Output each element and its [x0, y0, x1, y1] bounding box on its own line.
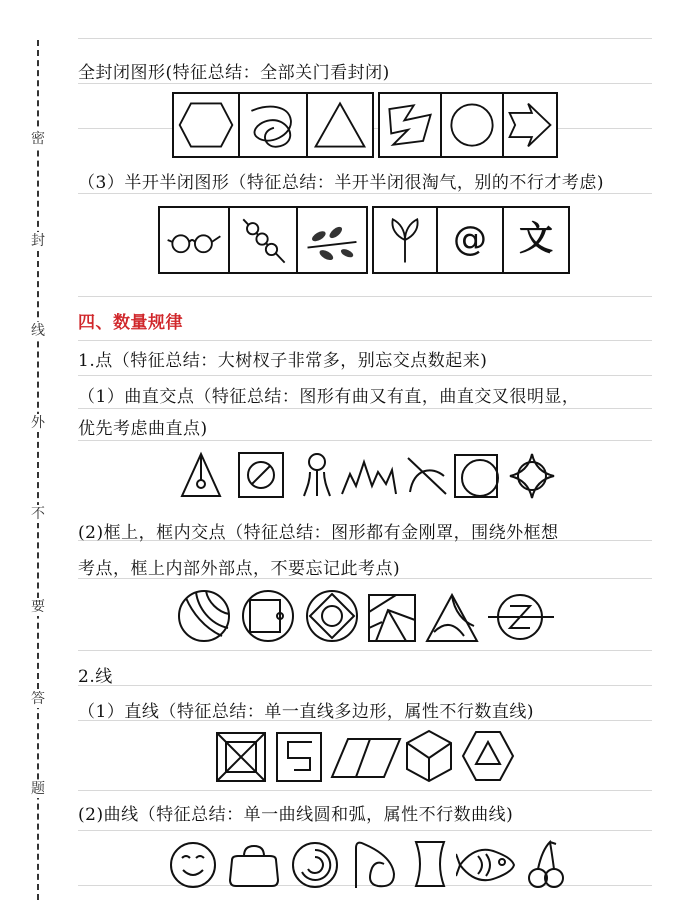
section-title-half-open: （3）半开半闭图形（特征总结：半开半闭很淘气，别的不行才考虑) — [78, 173, 604, 193]
at-sign-glyph: @ — [453, 219, 487, 259]
square-circle-icon — [452, 452, 502, 500]
subheading-frame-line1: (2)框上，框内交点（特征总结：图形都有金刚罩，围绕外框想 — [78, 523, 559, 543]
seal-char: 密 — [27, 130, 49, 148]
ruled-line — [78, 440, 652, 441]
subheading-lines: 2.线 — [78, 667, 113, 687]
section-heading-quantity: 四、数量规律 — [78, 313, 183, 333]
four-point-star-icon — [508, 452, 556, 500]
triangle-arcs-icon — [424, 592, 480, 644]
square-shards-icon — [366, 592, 418, 644]
section-title-closed-figures: 全封闭图形(特征总结：全部关门看封闭) — [78, 63, 390, 83]
subheading-frame-line2: 考点，框上内部外部点，不要忘记此考点) — [78, 559, 401, 579]
wen-char-glyph: 文 — [519, 219, 553, 259]
wen-char-icon — [502, 206, 570, 274]
ruled-line — [78, 38, 652, 39]
circle-arcs-icon — [176, 588, 232, 644]
subheading-points: 1.点（特征总结：大树杈子非常多，别忘交点数起来) — [78, 351, 488, 371]
circle-z-icon — [486, 590, 556, 644]
seal-char: 外 — [27, 414, 49, 432]
skewer-icon — [228, 206, 298, 274]
zigzag-icon — [378, 92, 442, 158]
glasses-icon — [158, 206, 230, 274]
ruled-line — [78, 193, 652, 194]
circle-diamond-icon — [304, 588, 360, 644]
arrow-icon — [502, 92, 558, 158]
square-slash-circle-icon — [236, 450, 286, 500]
concentric-swirl-icon — [290, 840, 340, 890]
subheading-curves: (2)曲线（特征总结：单一曲线圆和弧，属性不行数曲线) — [78, 805, 514, 825]
branch-icon — [296, 206, 368, 274]
subheading-curve-straight-line1: （1）曲直交点（特征总结：图形有曲又有直，曲直交叉很明显， — [78, 387, 580, 407]
half-open-row — [158, 206, 570, 274]
seal-dashed-line — [37, 40, 39, 900]
ruled-line — [78, 375, 652, 376]
seal-char: 封 — [27, 232, 49, 250]
ruled-line — [78, 790, 652, 791]
square-spiral-icon — [274, 730, 324, 784]
sprout-icon — [372, 206, 438, 274]
ruled-line — [78, 408, 652, 409]
subheading-curve-straight-line2: 优先考虑曲直点) — [78, 419, 208, 439]
cherries-icon — [526, 838, 566, 890]
subheading-straight-lines: （1）直线（特征总结：单一直线多边形，属性不行数直线) — [78, 702, 534, 722]
parallelogram-icon — [330, 736, 402, 780]
ruled-line — [78, 340, 652, 341]
fish-icon — [456, 840, 518, 890]
ruled-line — [78, 830, 652, 831]
hexagon-icon — [172, 92, 240, 158]
seal-char: 要 — [27, 598, 49, 616]
circle-square-icon — [240, 588, 296, 644]
mountains-icon — [340, 456, 398, 496]
jellyfish-icon — [300, 450, 334, 500]
at-sign-icon — [436, 206, 504, 274]
curve-cross-icon — [404, 452, 450, 498]
hexagon-triangle-icon — [460, 728, 516, 784]
scribble-icon — [238, 92, 308, 158]
concave-rect-icon — [410, 838, 450, 890]
closed-figures-row — [172, 92, 558, 158]
triangle-pendulum-icon — [178, 450, 224, 500]
ruled-line — [78, 685, 652, 686]
triangle-icon — [306, 92, 374, 158]
ruled-line — [78, 296, 652, 297]
seal-char: 不 — [27, 505, 49, 523]
square-x-icon — [214, 730, 268, 784]
seal-char: 答 — [27, 690, 49, 708]
ruled-line — [78, 650, 652, 651]
circle-icon — [440, 92, 504, 158]
smiley-face-icon — [168, 840, 218, 890]
seal-char: 线 — [27, 322, 49, 340]
seal-char: 题 — [27, 780, 49, 798]
arc-loop-icon — [348, 838, 404, 890]
ruled-line — [78, 83, 652, 84]
hexagon-split-icon — [404, 728, 454, 784]
bag-icon — [226, 842, 282, 888]
